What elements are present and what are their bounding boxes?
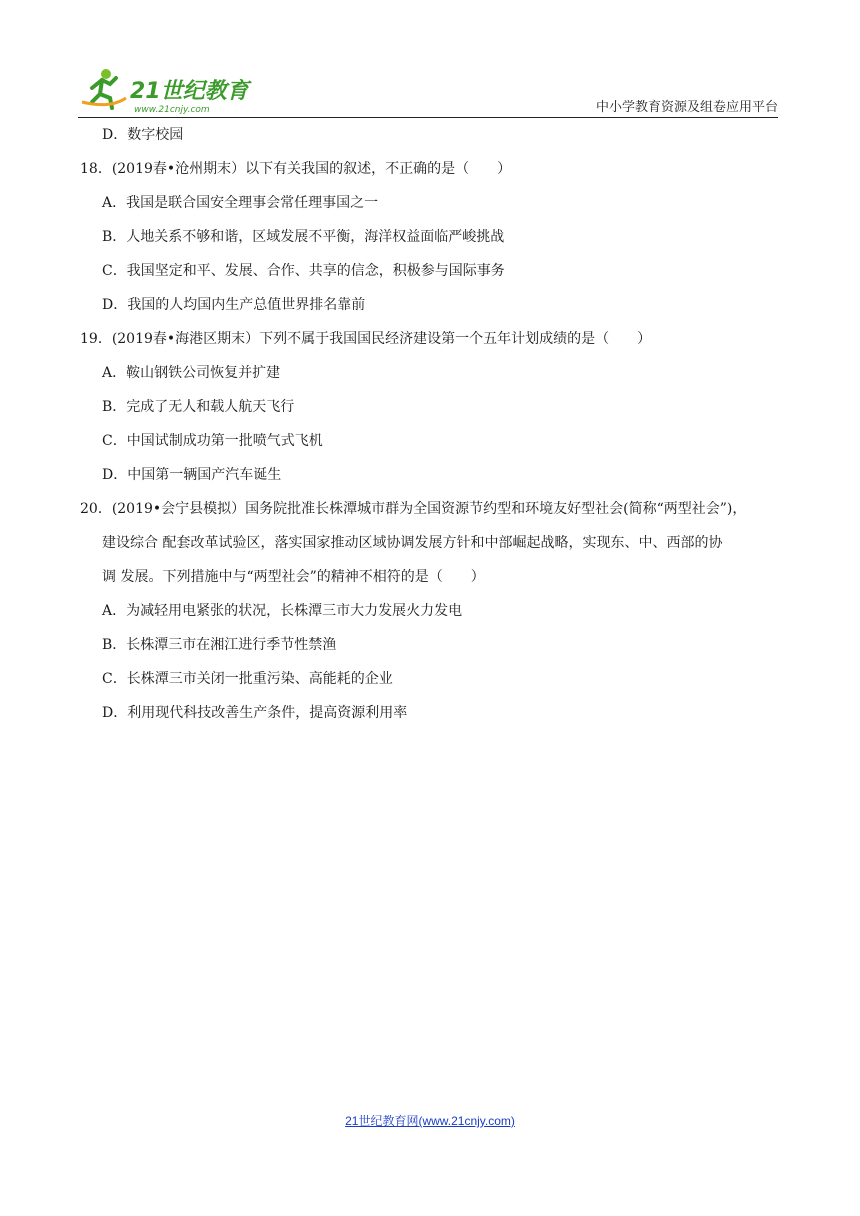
q20-stem-line-3: 调 发展。下列措施中与“两型社会”的精神不相符的是（ ） bbox=[102, 569, 485, 585]
q20-option-a: A．为减轻用电紧张的状况，长株潭三市大力发展火力发电 bbox=[102, 603, 463, 619]
q19-option-c: C．中国试制成功第一批喷气式飞机 bbox=[102, 433, 323, 449]
logo bbox=[78, 62, 278, 118]
footer-link[interactable]: 21世纪教育网(www.21cnjy.com) bbox=[345, 1114, 515, 1128]
q19-option-d: D．中国第一辆国产汽车诞生 bbox=[102, 467, 282, 483]
page-footer bbox=[0, 1112, 860, 1129]
logo-main-text: 21世纪教育 bbox=[130, 79, 249, 104]
logo-sub-text: www.21cnjy.com bbox=[134, 105, 210, 115]
q18-option-b: B．人地关系不够和谐，区域发展不平衡，海洋权益面临严峻挑战 bbox=[102, 229, 505, 245]
runner-icon bbox=[82, 69, 126, 108]
q19-option-a: A．鞍山钢铁公司恢复并扩建 bbox=[102, 365, 281, 381]
q20-option-c: C．长株潭三市关闭一批重污染、高能耗的企业 bbox=[102, 671, 393, 687]
q20-option-d: D．利用现代科技改善生产条件，提高资源利用率 bbox=[102, 705, 408, 721]
question-content bbox=[80, 118, 780, 730]
q18-option-a: A．我国是联合国安全理事会常任理事国之一 bbox=[102, 195, 379, 211]
q20-stem-line-1: 20．(2019•会宁县模拟）国务院批准长株潭城市群为全国资源节约型和环境友好型社会(简称“两型社会”)， bbox=[80, 501, 747, 517]
q18-option-c: C．我国坚定和平、发展、合作、共享的信念，积极参与国际事务 bbox=[102, 263, 505, 279]
q19-stem: 19．(2019春•海港区期末）下列不属于我国国民经济建设第一个五年计划成绩的是（ ） bbox=[80, 331, 652, 347]
q19-option-b: B．完成了无人和载人航天飞行 bbox=[102, 399, 295, 415]
page-header bbox=[78, 62, 778, 118]
q17-option-d: D．数字校园 bbox=[102, 127, 184, 143]
q20-stem-line-2: 建设综合 配套改革试验区，落实国家推动区域协调发展方针和中部崛起战略，实现东、中、西部的协 bbox=[102, 535, 723, 551]
q18-option-d: D．我国的人均国内生产总值世界排名靠前 bbox=[102, 297, 366, 313]
q18-stem: 18．(2019春•沧州期末）以下有关我国的叙述，不正确的是（ ） bbox=[80, 161, 512, 177]
platform-title: 中小学教育资源及组卷应用平台 bbox=[595, 100, 778, 115]
q20-option-b: B．长株潭三市在湘江进行季节性禁渔 bbox=[102, 637, 337, 653]
